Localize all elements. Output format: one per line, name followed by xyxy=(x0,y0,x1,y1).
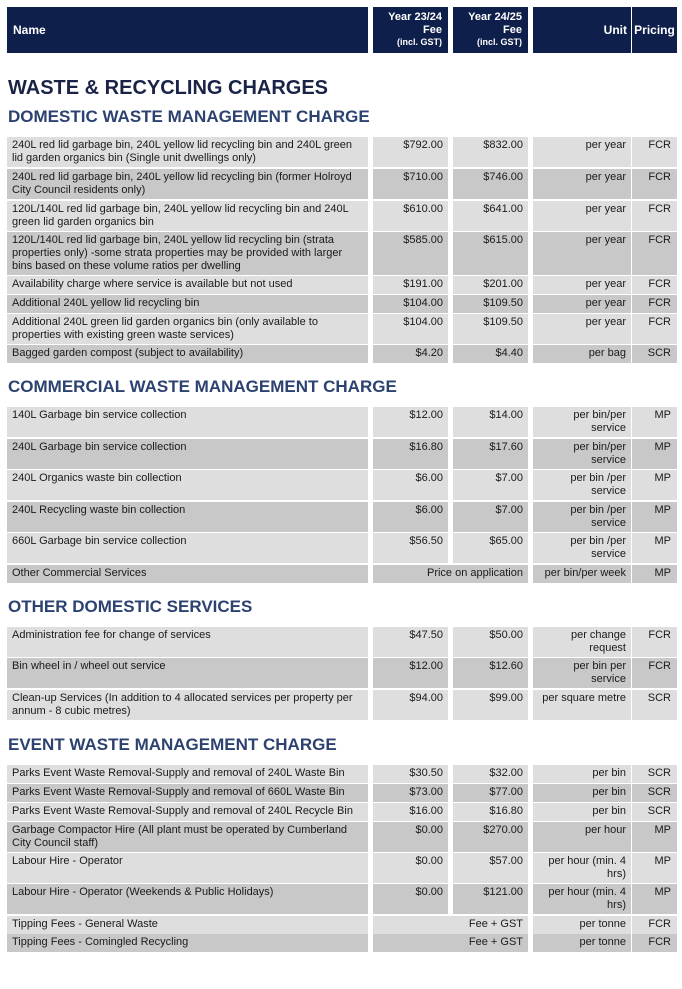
column-header-pricing: Pricing xyxy=(632,7,677,53)
column-header-unit: Unit xyxy=(533,7,631,53)
table-row xyxy=(0,232,682,275)
fee-name: Parks Event Waste Removal-Supply and removal of 240L Recycle Bin xyxy=(7,803,368,821)
fee-pricing: FCR xyxy=(632,916,677,934)
fee-name: Additional 240L yellow lid recycling bin xyxy=(7,295,368,313)
fee-pricing: FCR xyxy=(632,232,677,275)
fee-name: Parks Event Waste Removal-Supply and removal of 240L Waste Bin xyxy=(7,765,368,783)
fee-unit: per year xyxy=(533,232,631,275)
fee-unit: per bag xyxy=(533,345,631,363)
fee-2425: $4.40 xyxy=(453,345,528,363)
table-row xyxy=(0,884,682,914)
fee-2425: $832.00 xyxy=(453,137,528,167)
table-row xyxy=(0,533,682,563)
column-header-name: Name xyxy=(7,7,368,53)
table-row xyxy=(0,276,682,294)
fee-2324: $4.20 xyxy=(373,345,448,363)
fee-name: Additional 240L green lid garden organics bin (only available to properties with existing green waste services) xyxy=(7,314,368,344)
fee-name: Tipping Fees - General Waste xyxy=(7,916,368,934)
fee-pricing: MP xyxy=(632,407,677,437)
page-title: WASTE & RECYCLING CHARGES xyxy=(8,77,329,99)
fee-pricing: SCR xyxy=(632,784,677,802)
section-title: DOMESTIC WASTE MANAGEMENT CHARGE xyxy=(8,107,370,126)
fee-pricing: FCR xyxy=(632,295,677,313)
fee-unit: per year xyxy=(533,314,631,344)
fee-2324: $6.00 xyxy=(373,502,448,532)
fee-2425: $7.00 xyxy=(453,502,528,532)
fee-name: 140L Garbage bin service collection xyxy=(7,407,368,437)
fee-name: Availability charge where service is available but not used xyxy=(7,276,368,294)
table-row xyxy=(0,803,682,821)
fee-pricing: FCR xyxy=(632,169,677,199)
fee-pricing: MP xyxy=(632,853,677,883)
fee1-header-line2: Fee xyxy=(423,24,442,36)
fee-2324: $792.00 xyxy=(373,137,448,167)
fee-2324: $0.00 xyxy=(373,884,448,914)
fee-2425: $201.00 xyxy=(453,276,528,294)
section-title: EVENT WASTE MANAGEMENT CHARGE xyxy=(8,735,337,754)
fee-pricing: SCR xyxy=(632,690,677,720)
table-row xyxy=(0,201,682,231)
table-row xyxy=(0,295,682,313)
fee-name: 120L/140L red lid garbage bin, 240L yellow lid recycling bin and 240L green lid garden organics bin xyxy=(7,201,368,231)
table-row xyxy=(0,314,682,344)
table-row xyxy=(0,439,682,469)
section-title: COMMERCIAL WASTE MANAGEMENT CHARGE xyxy=(8,377,397,396)
fee-unit: per year xyxy=(533,295,631,313)
fee-merged: Fee + GST xyxy=(373,934,528,952)
table-row xyxy=(0,345,682,363)
fee-unit: per square metre xyxy=(533,690,631,720)
fee-unit: per year xyxy=(533,137,631,167)
fee-unit: per hour (min. 4 hrs) xyxy=(533,884,631,914)
table-row xyxy=(0,407,682,437)
table-row xyxy=(0,916,682,934)
fee-unit: per bin/per service xyxy=(533,439,631,469)
fee-name: 240L Garbage bin service collection xyxy=(7,439,368,469)
fee-2324: $16.80 xyxy=(373,439,448,469)
fee-2425: $17.60 xyxy=(453,439,528,469)
fee-unit: per bin/per service xyxy=(533,407,631,437)
fee-unit: per bin xyxy=(533,803,631,821)
fee-pricing: FCR xyxy=(632,314,677,344)
fee-2324: $73.00 xyxy=(373,784,448,802)
fee-2324: $585.00 xyxy=(373,232,448,275)
fee-2425: $50.00 xyxy=(453,627,528,657)
fee-name: Tipping Fees - Comingled Recycling xyxy=(7,934,368,952)
fee-pricing: SCR xyxy=(632,345,677,363)
fee2-header-line2: Fee xyxy=(503,24,522,36)
table-row xyxy=(0,822,682,852)
fee-2324: $56.50 xyxy=(373,533,448,563)
fee-unit: per tonne xyxy=(533,934,631,952)
fee-2425: $746.00 xyxy=(453,169,528,199)
column-header-fee-2425 xyxy=(453,7,528,53)
table-row xyxy=(0,470,682,500)
fee-pricing: MP xyxy=(632,533,677,563)
fee-name: 240L red lid garbage bin, 240L yellow lid recycling bin and 240L green lid garden organics bin (Single unit dwellings only) xyxy=(7,137,368,167)
fee-2324: $6.00 xyxy=(373,470,448,500)
table-row xyxy=(0,502,682,532)
fee-unit: per tonne xyxy=(533,916,631,934)
fee-2425: $65.00 xyxy=(453,533,528,563)
fee-name: Administration fee for change of services xyxy=(7,627,368,657)
fee-2425: $109.50 xyxy=(453,295,528,313)
table-row xyxy=(0,934,682,952)
fee-unit: per bin /per service xyxy=(533,533,631,563)
fee-name: 120L/140L red lid garbage bin, 240L yellow lid recycling bin (strata properties only) -some strata properties may be provided with larger bins based on these volume ratios per dwelling xyxy=(7,232,368,275)
fee-name: Labour Hire - Operator (Weekends & Public Holidays) xyxy=(7,884,368,914)
fee-pricing: FCR xyxy=(632,658,677,688)
fee-pricing: MP xyxy=(632,822,677,852)
fee-pricing: MP xyxy=(632,470,677,500)
fee-2425: $7.00 xyxy=(453,470,528,500)
table-row xyxy=(0,565,682,583)
table-row xyxy=(0,765,682,783)
fee-name: Bin wheel in / wheel out service xyxy=(7,658,368,688)
table-row xyxy=(0,853,682,883)
fee-name: Parks Event Waste Removal-Supply and removal of 660L Waste Bin xyxy=(7,784,368,802)
fee-2425: $12.60 xyxy=(453,658,528,688)
fee-unit: per year xyxy=(533,276,631,294)
fee-2425: $121.00 xyxy=(453,884,528,914)
fee-name: Bagged garden compost (subject to availability) xyxy=(7,345,368,363)
fee-2425: $77.00 xyxy=(453,784,528,802)
fee-2425: $641.00 xyxy=(453,201,528,231)
fee-2425: $109.50 xyxy=(453,314,528,344)
fee-2324: $191.00 xyxy=(373,276,448,294)
fee-2324: $710.00 xyxy=(373,169,448,199)
fee-2324: $16.00 xyxy=(373,803,448,821)
fee-2324: $12.00 xyxy=(373,658,448,688)
fee-unit: per bin xyxy=(533,784,631,802)
table-row xyxy=(0,169,682,199)
fee-2324: $104.00 xyxy=(373,295,448,313)
table-row xyxy=(0,137,682,167)
fee-2324: $94.00 xyxy=(373,690,448,720)
fee-2425: $32.00 xyxy=(453,765,528,783)
section-title: OTHER DOMESTIC SERVICES xyxy=(8,597,253,616)
fee-2324: $0.00 xyxy=(373,822,448,852)
fee-name: 240L Organics waste bin collection xyxy=(7,470,368,500)
fee-unit: per year xyxy=(533,169,631,199)
fee-pricing: FCR xyxy=(632,276,677,294)
fee-unit: per change request xyxy=(533,627,631,657)
table-row xyxy=(0,627,682,657)
fee-name: Other Commercial Services xyxy=(7,565,368,583)
fee-2324: $104.00 xyxy=(373,314,448,344)
fee2-header-line1: Year 24/25 xyxy=(468,11,522,23)
fee-name: 240L red lid garbage bin, 240L yellow lid recycling bin (former Holroyd City Council residents only) xyxy=(7,169,368,199)
fee-unit: per bin/per week xyxy=(533,565,631,583)
fee1-header-line1: Year 23/24 xyxy=(388,11,442,23)
fee-2324: $12.00 xyxy=(373,407,448,437)
fee-2425: $270.00 xyxy=(453,822,528,852)
fee-2324: $47.50 xyxy=(373,627,448,657)
fee-pricing: MP xyxy=(632,884,677,914)
fee-unit: per year xyxy=(533,201,631,231)
fee-name: Labour Hire - Operator xyxy=(7,853,368,883)
fee-pricing: FCR xyxy=(632,934,677,952)
fee-2324: $0.00 xyxy=(373,853,448,883)
fee-2425: $57.00 xyxy=(453,853,528,883)
fee-unit: per hour (min. 4 hrs) xyxy=(533,853,631,883)
fee-merged: Fee + GST xyxy=(373,916,528,934)
fee-pricing: MP xyxy=(632,565,677,583)
fee-2425: $16.80 xyxy=(453,803,528,821)
fee-2425: $615.00 xyxy=(453,232,528,275)
fee-unit: per hour xyxy=(533,822,631,852)
fee-pricing: SCR xyxy=(632,765,677,783)
fee-name: 660L Garbage bin service collection xyxy=(7,533,368,563)
fee-unit: per bin xyxy=(533,765,631,783)
fee1-header-line3: (incl. GST) xyxy=(397,37,442,47)
table-row xyxy=(0,658,682,688)
fee-2324: $30.50 xyxy=(373,765,448,783)
fee-2324: $610.00 xyxy=(373,201,448,231)
fee-pricing: FCR xyxy=(632,627,677,657)
table-row xyxy=(0,784,682,802)
fee-name: Clean-up Services (In addition to 4 allocated services per property per annum - 8 cubic metres) xyxy=(7,690,368,720)
fee-pricing: MP xyxy=(632,439,677,469)
fee-pricing: SCR xyxy=(632,803,677,821)
fee2-header-line3: (incl. GST) xyxy=(477,37,522,47)
fee-name: Garbage Compactor Hire (All plant must be operated by Cumberland City Council staff) xyxy=(7,822,368,852)
fee-unit: per bin /per service xyxy=(533,470,631,500)
fee-pricing: FCR xyxy=(632,137,677,167)
table-row xyxy=(0,690,682,720)
fee-pricing: FCR xyxy=(632,201,677,231)
fee-unit: per bin per service xyxy=(533,658,631,688)
column-header-fee-2324 xyxy=(373,7,448,53)
fee-name: 240L Recycling waste bin collection xyxy=(7,502,368,532)
fee-unit: per bin /per service xyxy=(533,502,631,532)
fee-2425: $14.00 xyxy=(453,407,528,437)
fee-pricing: MP xyxy=(632,502,677,532)
fee-2425: $99.00 xyxy=(453,690,528,720)
fee-merged: Price on application xyxy=(373,565,528,583)
